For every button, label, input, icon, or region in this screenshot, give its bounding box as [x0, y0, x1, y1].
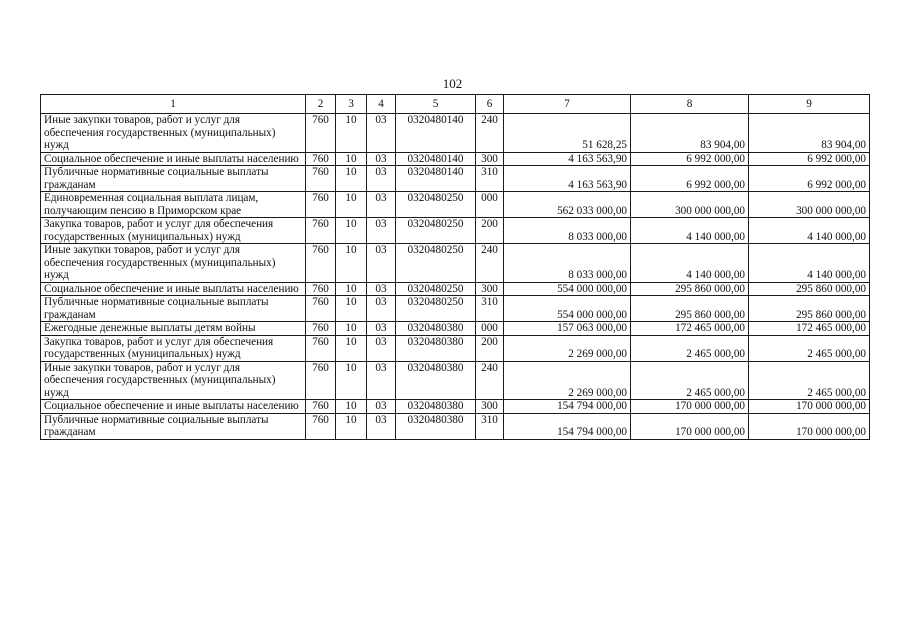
cell-amount-col9: 83 904,00: [749, 114, 870, 153]
cell-amount-col8: 4 140 000,00: [631, 244, 749, 283]
table-row: [41, 192, 870, 218]
cell-amount-col7: 154 794 000,00: [504, 400, 631, 414]
cell-code-subsection: 03: [367, 296, 396, 322]
row-name: Единовременная социальная выплата лицам, получающим пенсию в Приморском крае: [41, 192, 306, 218]
row-name: Ежегодные денежные выплаты детям войны: [41, 322, 306, 336]
cell-code-section: 10: [336, 413, 367, 439]
cell-amount-col7: 562 033 000,00: [504, 192, 631, 218]
table-row: [41, 282, 870, 296]
cell-amount-col8: 172 465 000,00: [631, 322, 749, 336]
row-name: Социальное обеспечение и иные выплаты населению: [41, 400, 306, 414]
cell-code-ministry: 760: [306, 322, 336, 336]
cell-code-ministry: 760: [306, 192, 336, 218]
cell-amount-col7: 2 269 000,00: [504, 335, 631, 361]
row-name: Публичные нормативные социальные выплаты гражданам: [41, 166, 306, 192]
cell-amount-col7: 8 033 000,00: [504, 218, 631, 244]
cell-code-ministry: 760: [306, 335, 336, 361]
cell-code-target: 0320480140: [396, 166, 476, 192]
cell-code-target: 0320480250: [396, 296, 476, 322]
table-row: [41, 400, 870, 414]
column-header: 2: [306, 95, 336, 114]
cell-code-target: 0320480380: [396, 335, 476, 361]
table-row: [41, 152, 870, 166]
cell-code-subsection: 03: [367, 400, 396, 414]
cell-amount-col9: 2 465 000,00: [749, 335, 870, 361]
row-name: Иные закупки товаров, работ и услуг для обеспечения государственных (муниципальных) нужд: [41, 114, 306, 153]
cell-amount-col8: 2 465 000,00: [631, 335, 749, 361]
cell-amount-col8: 2 465 000,00: [631, 361, 749, 400]
cell-amount-col9: 2 465 000,00: [749, 361, 870, 400]
cell-code-subsection: 03: [367, 192, 396, 218]
table-row: [41, 335, 870, 361]
cell-code-subsection: 03: [367, 244, 396, 283]
cell-code-section: 10: [336, 296, 367, 322]
cell-code-ministry: 760: [306, 400, 336, 414]
cell-code-ministry: 760: [306, 114, 336, 153]
column-header: 1: [41, 95, 306, 114]
cell-code-section: 10: [336, 244, 367, 283]
page-number: 102: [442, 76, 463, 91]
cell-code-expense-type: 310: [476, 296, 504, 322]
table-row: [41, 114, 870, 153]
cell-amount-col8: 6 992 000,00: [631, 166, 749, 192]
cell-code-section: 10: [336, 361, 367, 400]
cell-amount-col7: 554 000 000,00: [504, 296, 631, 322]
column-header: 7: [504, 95, 631, 114]
cell-amount-col9: 295 860 000,00: [749, 296, 870, 322]
cell-code-ministry: 760: [306, 296, 336, 322]
cell-code-expense-type: 310: [476, 166, 504, 192]
column-header: 3: [336, 95, 367, 114]
cell-code-section: 10: [336, 114, 367, 153]
cell-amount-col7: 4 163 563,90: [504, 152, 631, 166]
cell-code-expense-type: 200: [476, 218, 504, 244]
row-name: Иные закупки товаров, работ и услуг для обеспечения государственных (муниципальных) нужд: [41, 361, 306, 400]
row-name: Социальное обеспечение и иные выплаты населению: [41, 282, 306, 296]
cell-amount-col9: 170 000 000,00: [749, 400, 870, 414]
cell-code-section: 10: [336, 282, 367, 296]
table-row: [41, 413, 870, 439]
cell-amount-col8: 170 000 000,00: [631, 413, 749, 439]
cell-code-ministry: 760: [306, 413, 336, 439]
cell-code-target: 0320480140: [396, 152, 476, 166]
cell-amount-col9: 300 000 000,00: [749, 192, 870, 218]
table-row: [41, 361, 870, 400]
cell-amount-col8: 6 992 000,00: [631, 152, 749, 166]
table-row: [41, 322, 870, 336]
cell-code-target: 0320480380: [396, 413, 476, 439]
cell-code-target: 0320480250: [396, 244, 476, 283]
cell-code-target: 0320480380: [396, 361, 476, 400]
cell-code-expense-type: 300: [476, 282, 504, 296]
cell-amount-col7: 2 269 000,00: [504, 361, 631, 400]
cell-code-target: 0320480250: [396, 192, 476, 218]
column-header: 9: [749, 95, 870, 114]
cell-amount-col9: 295 860 000,00: [749, 282, 870, 296]
cell-code-expense-type: 300: [476, 400, 504, 414]
cell-code-ministry: 760: [306, 218, 336, 244]
cell-amount-col9: 6 992 000,00: [749, 152, 870, 166]
cell-amount-col8: 4 140 000,00: [631, 218, 749, 244]
cell-code-subsection: 03: [367, 335, 396, 361]
cell-code-target: 0320480140: [396, 114, 476, 153]
table-row: [41, 218, 870, 244]
cell-amount-col9: 4 140 000,00: [749, 244, 870, 283]
cell-code-target: 0320480380: [396, 400, 476, 414]
column-header: 8: [631, 95, 749, 114]
cell-amount-col9: 4 140 000,00: [749, 218, 870, 244]
cell-code-subsection: 03: [367, 114, 396, 153]
row-name: Публичные нормативные социальные выплаты гражданам: [41, 296, 306, 322]
cell-code-expense-type: 240: [476, 244, 504, 283]
cell-code-subsection: 03: [367, 152, 396, 166]
row-name: Закупка товаров, работ и услуг для обеспечения государственных (муниципальных) нужд: [41, 335, 306, 361]
table-row: [41, 166, 870, 192]
cell-code-subsection: 03: [367, 218, 396, 244]
cell-code-expense-type: 310: [476, 413, 504, 439]
cell-amount-col7: 154 794 000,00: [504, 413, 631, 439]
cell-code-section: 10: [336, 192, 367, 218]
cell-code-expense-type: 300: [476, 152, 504, 166]
cell-amount-col7: 554 000 000,00: [504, 282, 631, 296]
cell-code-section: 10: [336, 335, 367, 361]
cell-amount-col9: 172 465 000,00: [749, 322, 870, 336]
table-body: [41, 114, 870, 440]
cell-amount-col7: 8 033 000,00: [504, 244, 631, 283]
budget-table: [40, 94, 870, 440]
cell-code-ministry: 760: [306, 166, 336, 192]
cell-amount-col7: 157 063 000,00: [504, 322, 631, 336]
cell-code-subsection: 03: [367, 322, 396, 336]
row-name: Иные закупки товаров, работ и услуг для обеспечения государственных (муниципальных) нужд: [41, 244, 306, 283]
cell-code-expense-type: 200: [476, 335, 504, 361]
row-name: Публичные нормативные социальные выплаты гражданам: [41, 413, 306, 439]
cell-amount-col8: 83 904,00: [631, 114, 749, 153]
cell-amount-col7: 4 163 563,90: [504, 166, 631, 192]
cell-amount-col8: 295 860 000,00: [631, 296, 749, 322]
header-row: [41, 95, 870, 114]
cell-code-section: 10: [336, 400, 367, 414]
cell-code-subsection: 03: [367, 413, 396, 439]
cell-amount-col9: 6 992 000,00: [749, 166, 870, 192]
cell-code-subsection: 03: [367, 361, 396, 400]
column-header: 4: [367, 95, 396, 114]
row-name: Закупка товаров, работ и услуг для обеспечения государственных (муниципальных) нужд: [41, 218, 306, 244]
cell-amount-col7: 51 628,25: [504, 114, 631, 153]
cell-code-ministry: 760: [306, 282, 336, 296]
cell-code-expense-type: 240: [476, 114, 504, 153]
cell-code-section: 10: [336, 322, 367, 336]
cell-code-section: 10: [336, 152, 367, 166]
cell-code-ministry: 760: [306, 244, 336, 283]
cell-code-expense-type: 000: [476, 322, 504, 336]
cell-code-target: 0320480380: [396, 322, 476, 336]
table-row: [41, 296, 870, 322]
cell-code-expense-type: 000: [476, 192, 504, 218]
table-row: [41, 244, 870, 283]
cell-code-expense-type: 240: [476, 361, 504, 400]
cell-code-target: 0320480250: [396, 282, 476, 296]
cell-amount-col8: 295 860 000,00: [631, 282, 749, 296]
cell-amount-col9: 170 000 000,00: [749, 413, 870, 439]
cell-code-ministry: 760: [306, 361, 336, 400]
cell-code-subsection: 03: [367, 282, 396, 296]
row-name: Социальное обеспечение и иные выплаты населению: [41, 152, 306, 166]
cell-code-ministry: 760: [306, 152, 336, 166]
column-header: 6: [476, 95, 504, 114]
column-header: 5: [396, 95, 476, 114]
cell-code-section: 10: [336, 218, 367, 244]
cell-code-subsection: 03: [367, 166, 396, 192]
cell-amount-col8: 170 000 000,00: [631, 400, 749, 414]
cell-code-target: 0320480250: [396, 218, 476, 244]
cell-amount-col8: 300 000 000,00: [631, 192, 749, 218]
cell-code-section: 10: [336, 166, 367, 192]
